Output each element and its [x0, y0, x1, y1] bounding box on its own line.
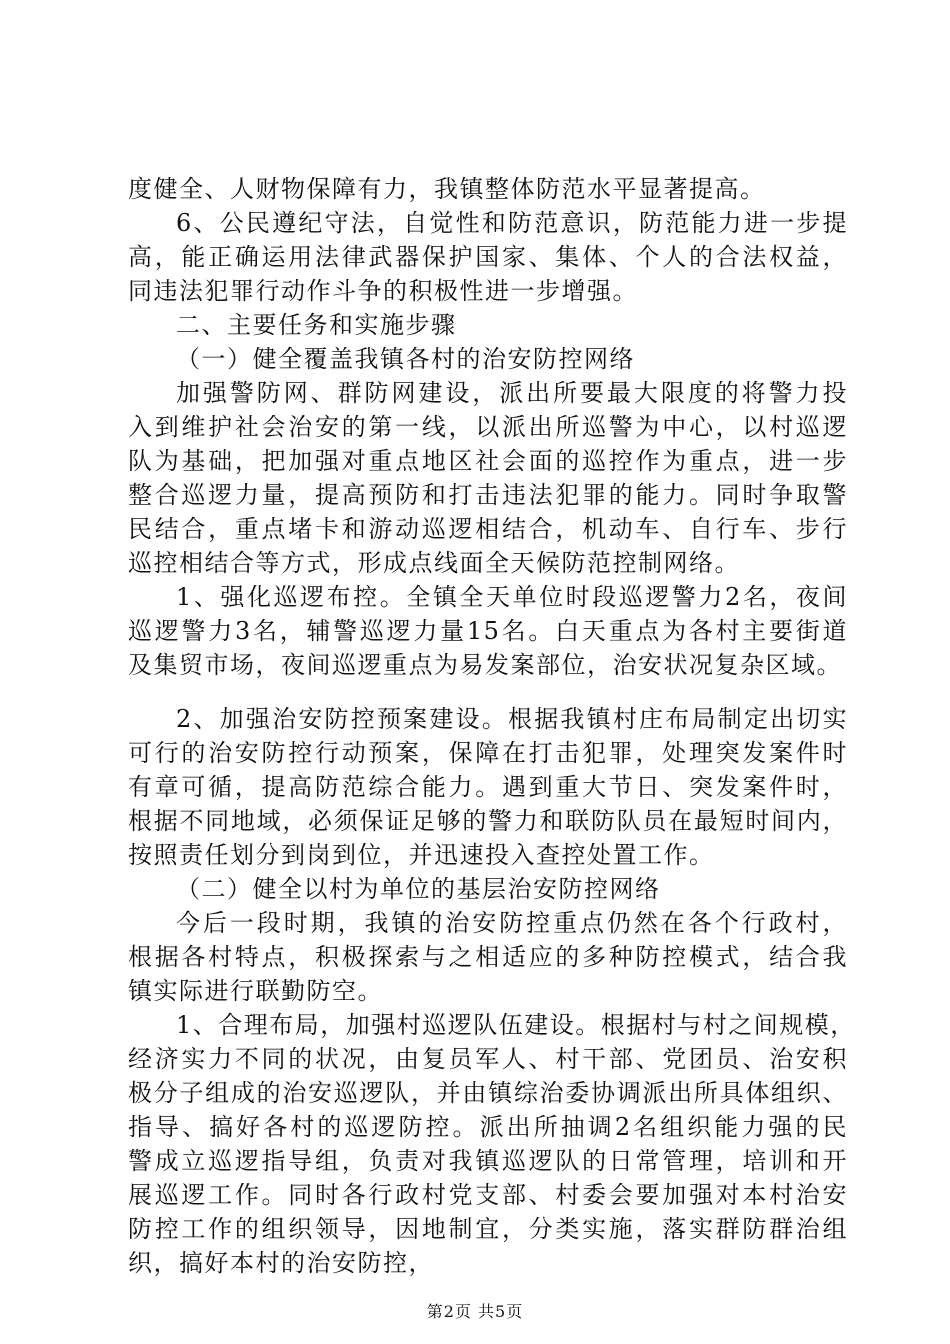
text-line: 6、公民遵纪守法，自觉性和防范意识，防范能力进一步提 [176, 209, 848, 237]
text-line: 按照责任划分到岗到位，并迅速投入查控处置工作。 [128, 841, 715, 869]
text-line: 2、加强治安防控预案建设。根据我镇村庄布局制定出切实 [176, 705, 848, 733]
text-line: 度健全、人财物保障有力，我镇整体防范水平显著提高。 [128, 175, 766, 203]
text-line: 整合巡逻力量，提高预防和打击违法犯罪的能力。同时争取警 [128, 481, 848, 509]
text-line: 队为基础，把加强对重点地区社会面的巡控作为重点，进一步 [128, 447, 848, 475]
text-line: 民结合，重点堵卡和游动巡逻相结合，机动车、自行车、步行 [128, 515, 848, 543]
text-line: 织，搞好本村的治安防控， [128, 1249, 434, 1277]
text-line: 1、强化巡逻布控。全镇全天单位时段巡逻警力2名，夜间 [176, 583, 848, 611]
text-line: 极分子组成的治安巡逻队，并由镇综治委协调派出所具体组织、 [128, 1079, 848, 1107]
text-line: 入到维护社会治安的第一线，以派出所巡警为中心，以村巡逻 [128, 413, 848, 441]
text-line: 镇实际进行联勤防空。 [128, 977, 383, 1005]
text-line: 及集贸市场，夜间巡逻重点为易发案部位，治安状况复杂区域。 [128, 651, 842, 679]
text-line: 同违法犯罪行动作斗争的积极性进一步增强。 [128, 277, 638, 305]
text-line: 根据不同地域，必须保证足够的警力和联防队员在最短时间内， [128, 807, 848, 835]
text-line: 经济实力不同的状况，由复员军人、村干部、党团员、治安积 [128, 1045, 848, 1073]
text-line: 巡逻警力3名，辅警巡逻力量15名。白天重点为各村主要街道 [128, 617, 848, 645]
text-line: 巡控相结合等方式，形成点线面全天候防范控制网络。 [128, 549, 740, 577]
text-line: 高，能正确运用法律武器保护国家、集体、个人的合法权益， [128, 243, 848, 271]
text-line: 防控工作的组织领导，因地制宜，分类实施，落实群防群治组 [128, 1215, 848, 1243]
subsection-heading: （二）健全以村为单位的基层治安防控网络 [176, 875, 661, 903]
text-line: 展巡逻工作。同时各行政村党支部、村委会要加强对本村治安 [128, 1181, 848, 1209]
text-line: 可行的治安防控行动预案，保障在打击犯罪，处理突发案件时 [128, 739, 848, 767]
subsection-heading: （一）健全覆盖我镇各村的治安防控网络 [176, 345, 635, 373]
section-heading: 二、主要任务和实施步骤 [176, 311, 457, 339]
text-line: 警成立巡逻指导组，负责对我镇巡逻队的日常管理，培训和开 [128, 1147, 848, 1175]
text-line: 根据各村特点，积极探索与之相适应的多种防控模式，结合我 [128, 943, 848, 971]
text-line: 1、合理布局，加强村巡逻队伍建设。根据村与村之间规模， [176, 1011, 856, 1039]
page-number-footer: 第2页 共5页 [426, 1302, 524, 1321]
text-line: 今后一段时期，我镇的治安防控重点仍然在各个行政村， [176, 909, 848, 937]
text-line: 指导、搞好各村的巡逻防控。派出所抽调2名组织能力强的民 [128, 1113, 848, 1141]
text-line: 有章可循，提高防范综合能力。遇到重大节日、突发案件时， [128, 773, 848, 801]
text-line: 加强警防网、群防网建设，派出所要最大限度的将警力投 [176, 379, 848, 407]
